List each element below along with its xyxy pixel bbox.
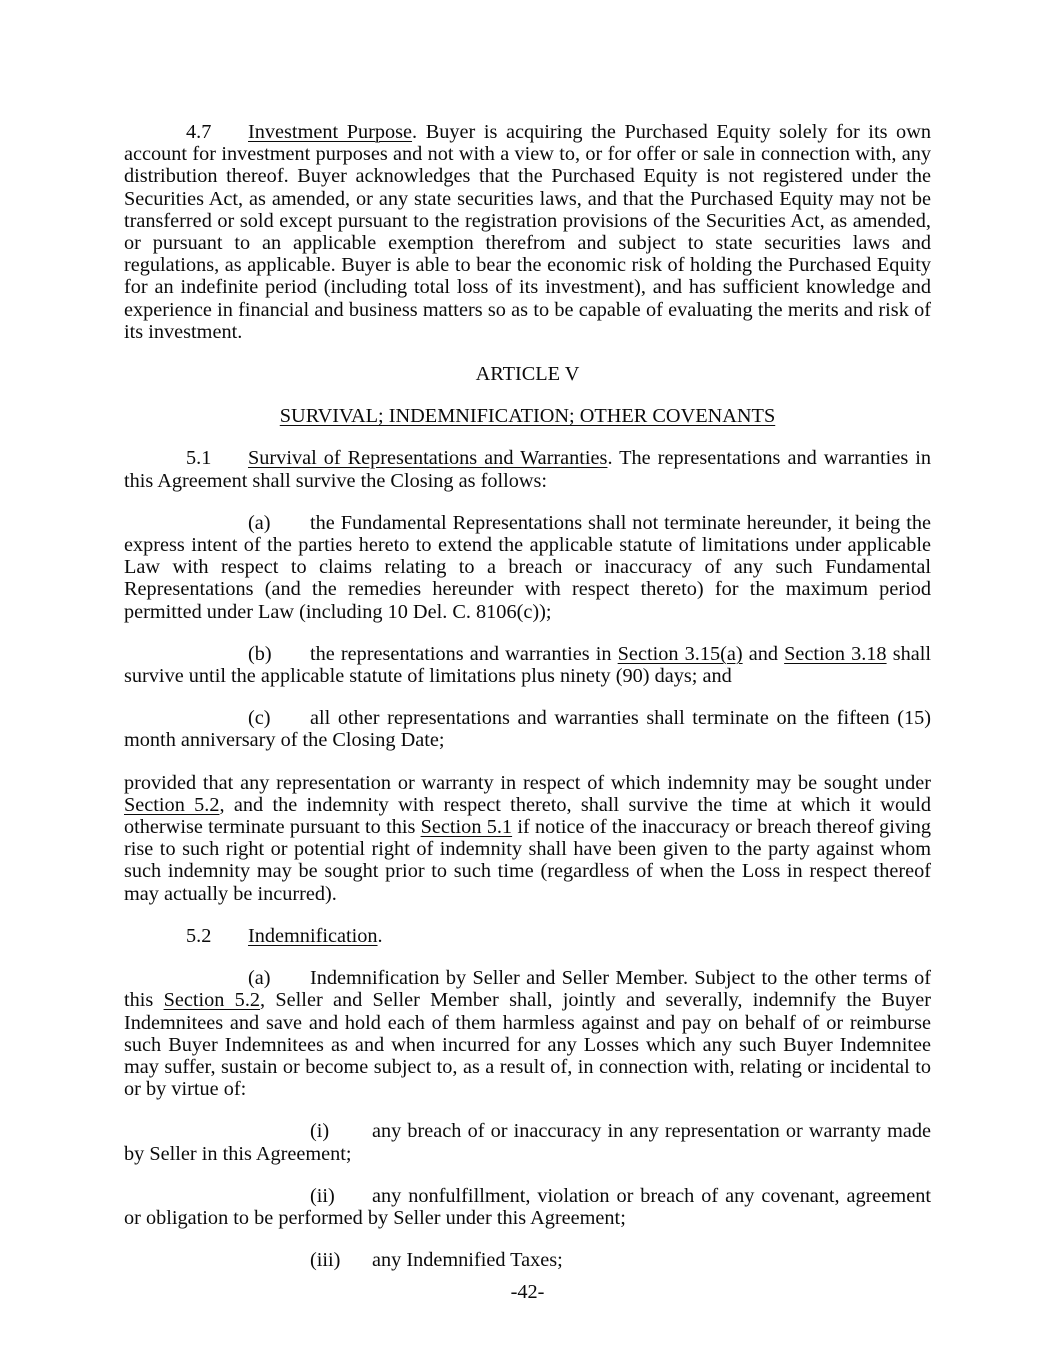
document-page	[124, 121, 931, 1291]
page-number: -42-	[510, 1281, 545, 1303]
clause-5.2a-i-paragraph: (i) any breach of or inaccuracy in any representation or warranty made by Seller in this Agreement;	[124, 1120, 931, 1165]
section-5.1-paragraph: 5.1 Survival of Representations and Warranties. The representations and warranties in this Agreement shall survive the Closing as follows:	[124, 447, 931, 492]
clause-5.1a-paragraph: (a) the Fundamental Representations shall not terminate hereunder, it being the express intent of the parties hereto to extend the applicable statute of limitations under applicable Law with respect to claims relating to a breach or inaccuracy of any such Fundamental Representations (and the remedies hereunder with respect thereto) for the maximum period permitted under Law (including 10 Del. C. 8106(c));	[124, 511, 931, 623]
article-v-subtitle-text: SURVIVAL; INDEMNIFICATION; OTHER COVENANTS	[279, 405, 776, 428]
proviso-paragraph: provided that any representation or warranty in respect of which indemnity may be sought under Section 5.2, and the indemnity with respect thereto, shall survive the time at which it would otherwise terminate pursuant to this Section 5.1 if notice of the inaccuracy or breach thereof giving rise to such right or potential right of indemnity shall have been given to the party against whom such indemnity may be sought prior to such time (regardless of when the Loss in respect thereof may actually be incurred).	[124, 771, 931, 905]
clause-5.2a-iii-paragraph: (iii) any Indemnified Taxes;	[310, 1249, 563, 1272]
article-v-subtitle	[124, 405, 931, 427]
section-4.7-paragraph: 4.7 Investment Purpose. Buyer is acquiring the Purchased Equity solely for its own account for investment purposes and not with a view to, or for offer or sale in connection with, any distribution thereof. Buyer acknowledges that the Purchased Equity is not registered under the Securities Act, as amended, or any state securities laws, and that the Purchased Equity may not be transferred or sold except pursuant to the registration provisions of the Securities Act, as amended, or pursuant to an applicable exemption therefrom and subject to state securities laws and regulations, as applicable. Buyer is able to bear the economic risk of holding the Purchased Equity for an indefinite period (including total loss of its investment), and has sufficient knowledge and experience in financial and business matters so as to be capable of evaluating the merits and risk of its investment.	[124, 121, 931, 343]
clause-5.1c-paragraph: (c) all other representations and warranties shall terminate on the fifteen (15) month anniversary of the Closing Date;	[124, 707, 931, 752]
clause-5.1b-paragraph: (b) the representations and warranties in Section 3.15(a) and Section 3.18 shall survive until the applicable statute of limitations plus ninety (90) days; and	[124, 642, 931, 688]
clause-5.2a-paragraph: (a) Indemnification by Seller and Seller Member. Subject to the other terms of this Section 5.2, Seller and Seller Member shall, jointly and severally, indemnify the Buyer Indemnitees and save and hold each of them harmless against and pay on behalf of or reimburse such Buyer Indemnitees as and when incurred for any Losses which any such Buyer Indemnitee may suffer, sustain or become subject to, as a result of, in connection with, relating or incidental to or by virtue of:	[124, 967, 931, 1101]
article-v-title: ARTICLE V	[475, 363, 580, 386]
clause-5.2a-ii-paragraph: (ii) any nonfulfillment, violation or breach of any covenant, agreement or obligation to be performed by Seller under this Agreement;	[124, 1184, 931, 1229]
section-5.2-heading-paragraph: 5.2 Indemnification.	[186, 924, 383, 947]
